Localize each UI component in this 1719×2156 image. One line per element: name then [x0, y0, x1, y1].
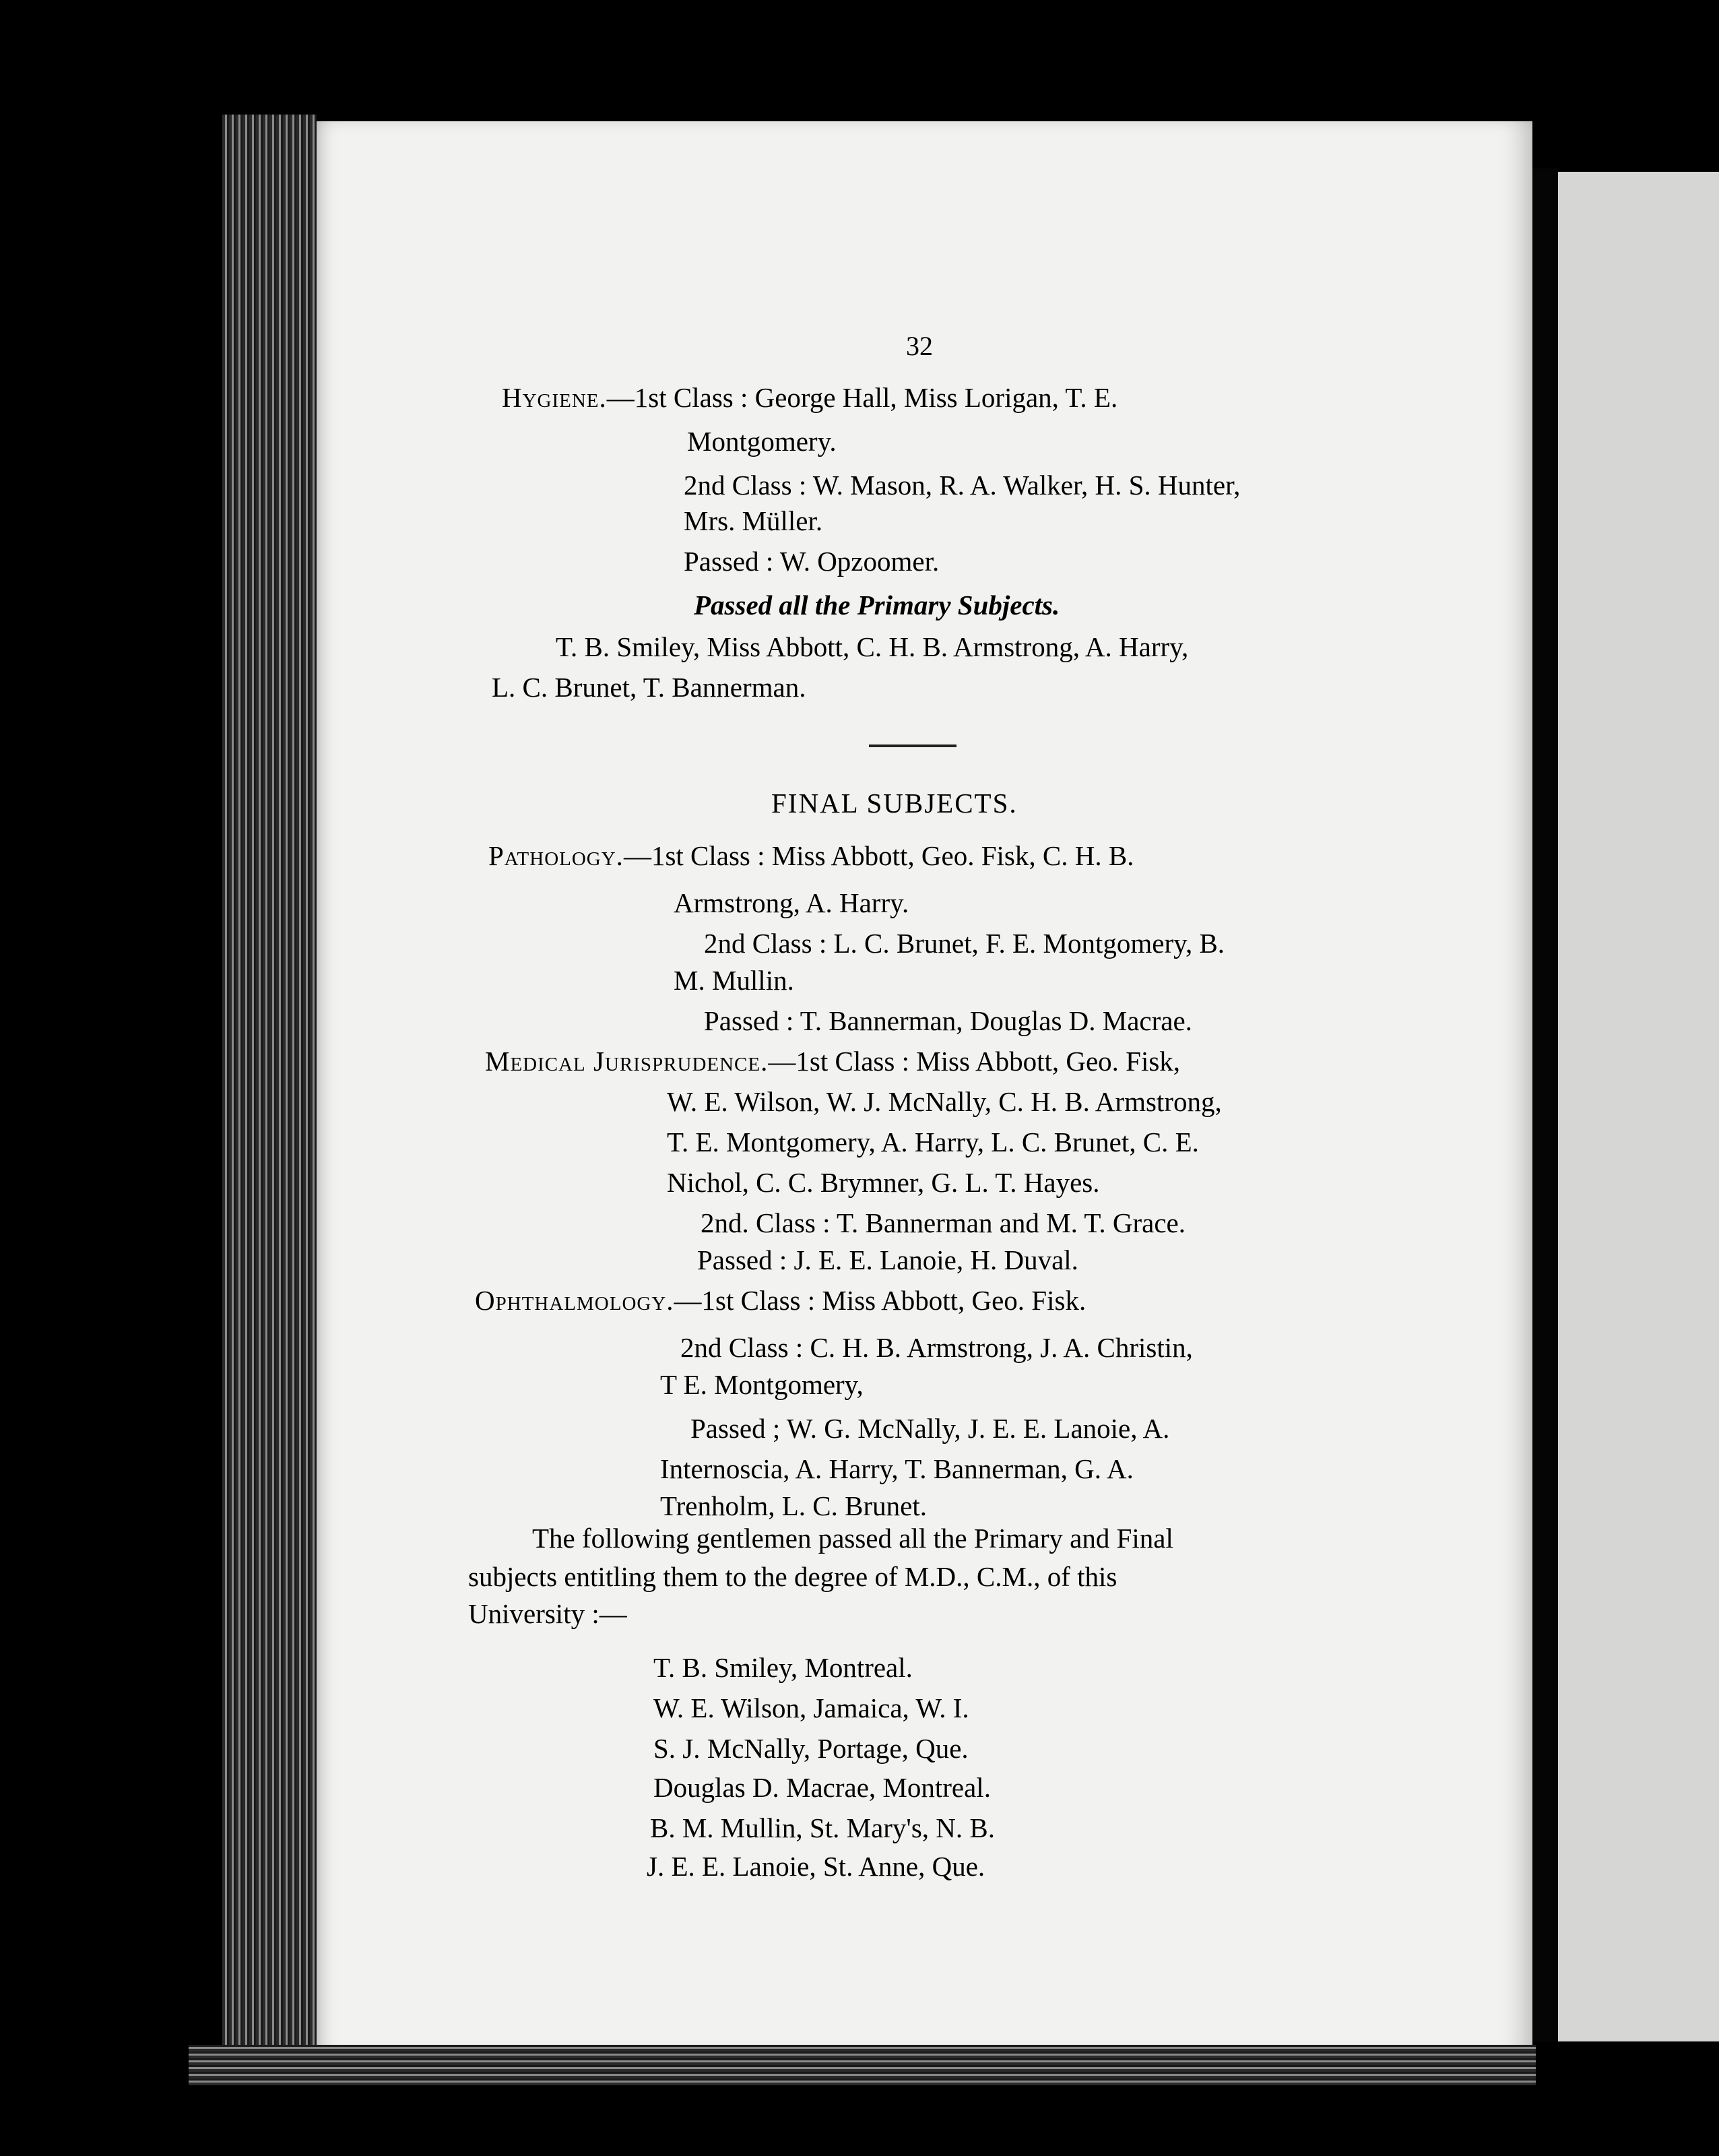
primary-passed-heading: Passed all the Primary Subjects.: [694, 590, 1060, 621]
pathology-second-cont: M. Mullin.: [674, 965, 794, 996]
degree-paragraph-line3: University :—: [468, 1598, 627, 1629]
bottom-page-edges: [189, 2045, 1536, 2085]
final-subjects-heading: FINAL SUBJECTS.: [771, 788, 1018, 819]
pathology-first-line: [488, 839, 1134, 873]
graduate-entry: S. J. McNally, Portage, Que.: [653, 1733, 969, 1764]
ophthalmology-first-class: —1st Class : Miss Abbott, Geo. Fisk.: [674, 1285, 1086, 1316]
jurisprudence-cont1: W. E. Wilson, W. J. McNally, C. H. B. Armstrong,: [667, 1086, 1222, 1117]
degree-paragraph-line1: The following gentlemen passed all the Primary and Final: [532, 1523, 1173, 1554]
page-number: 32: [906, 331, 933, 361]
jurisprudence-cont3: Nichol, C. C. Brymner, G. L. T. Hayes.: [667, 1167, 1100, 1198]
pathology-first-class: —1st Class : Miss Abbott, Geo. Fisk, C. H. B.: [623, 840, 1134, 871]
book-gutter: [1532, 168, 1558, 2041]
ophthalmology-passed: Passed ; W. G. McNally, J. E. E. Lanoie, A.: [690, 1413, 1170, 1444]
ophthalmology-passed-cont2: Trenholm, L. C. Brunet.: [660, 1490, 927, 1521]
graduate-entry: B. M. Mullin, St. Mary's, N. B.: [650, 1812, 995, 1843]
hygiene-passed: Passed : W. Opzoomer.: [684, 546, 940, 577]
hygiene-first-cont: Montgomery.: [687, 426, 837, 457]
jurisprudence-second-class: 2nd. Class : T. Bannerman and M. T. Grace.: [701, 1207, 1186, 1238]
hygiene-first-line: [502, 381, 1347, 414]
hygiene-label: Hygiene.: [502, 382, 607, 413]
jurisprudence-first-class: —1st Class : Miss Abbott, Geo. Fisk,: [768, 1046, 1181, 1077]
graduate-entry: Douglas D. Macrae, Montreal.: [653, 1772, 991, 1803]
pathology-first-cont: Armstrong, A. Harry.: [674, 887, 909, 918]
ophthalmology-first-line: [475, 1283, 1086, 1317]
hygiene-second-class: 2nd Class : W. Mason, R. A. Walker, H. S. Hunter,: [684, 470, 1241, 501]
graduate-entry: W. E. Wilson, Jamaica, W. I.: [653, 1692, 969, 1723]
primary-passed-line1: T. B. Smiley, Miss Abbott, C. H. B. Armstrong, A. Harry,: [556, 631, 1189, 662]
jurisprudence-label: Medical Jurisprudence.: [485, 1046, 769, 1077]
hygiene-first-class: —1st Class : George Hall, Miss Lorigan, T. E.: [606, 382, 1118, 413]
ophthalmology-second-cont: T E. Montgomery,: [660, 1369, 864, 1400]
graduate-entry: J. E. E. Lanoie, St. Anne, Que.: [647, 1851, 985, 1882]
ophthalmology-second-class: 2nd Class : C. H. B. Armstrong, J. A. Christin,: [680, 1332, 1193, 1363]
degree-paragraph-line2: subjects entitling them to the degree of M.D., C.M., of this: [468, 1561, 1117, 1592]
pathology-passed: Passed : T. Bannerman, Douglas D. Macrae.: [704, 1005, 1192, 1036]
pathology-second-class: 2nd Class : L. C. Brunet, F. E. Montgomery, B.: [704, 928, 1225, 959]
ophthalmology-passed-cont1: Internoscia, A. Harry, T. Bannerman, G. A.: [660, 1453, 1134, 1484]
page-edges: [222, 115, 317, 2068]
facing-page: [1558, 172, 1719, 2041]
jurisprudence-passed: Passed : J. E. E. Lanoie, H. Duval.: [697, 1244, 1078, 1275]
jurisprudence-cont2: T. E. Montgomery, A. Harry, L. C. Brunet, C. E.: [667, 1127, 1199, 1158]
graduate-entry: T. B. Smiley, Montreal.: [653, 1652, 913, 1683]
hygiene-second-cont: Mrs. Müller.: [684, 505, 823, 536]
section-divider: [869, 744, 956, 747]
primary-passed-line2: L. C. Brunet, T. Bannerman.: [492, 672, 806, 703]
pathology-label: Pathology.: [488, 840, 624, 871]
ophthalmology-label: Ophthalmology.: [475, 1285, 674, 1316]
jurisprudence-first-line: [485, 1044, 1180, 1078]
